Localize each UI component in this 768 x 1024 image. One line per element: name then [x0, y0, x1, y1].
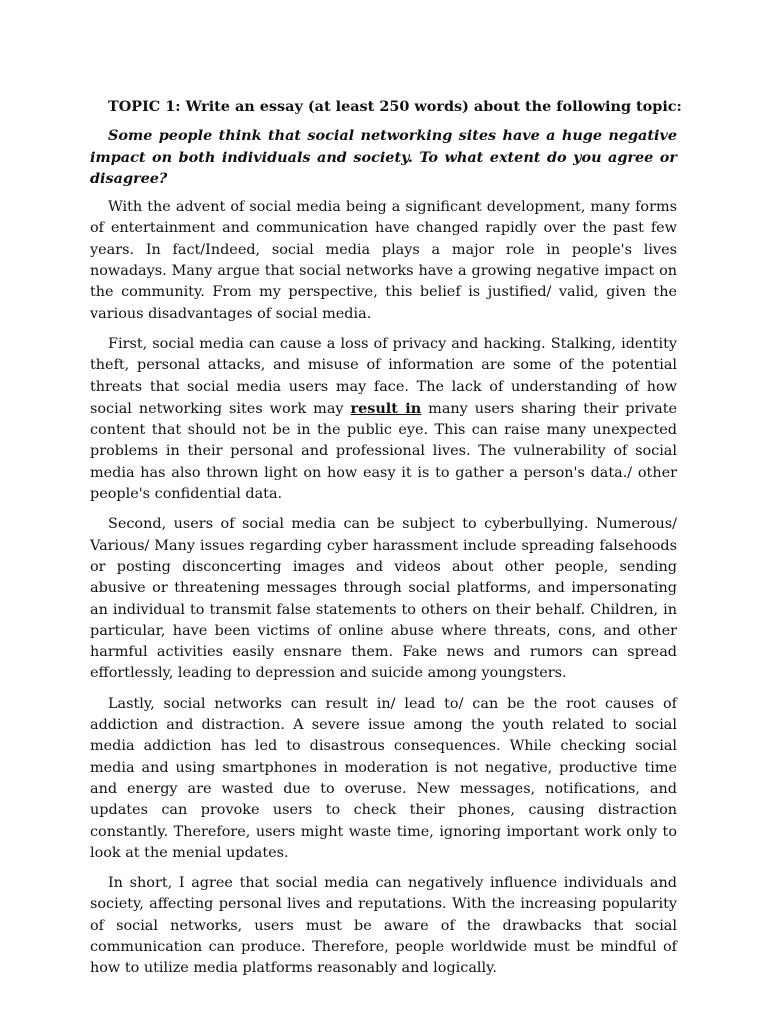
body-1-text-before: First, social media can cause a loss of privacy and hacking. Stalking, identity theft, personal attacks, and misuse of information are some of the potential threats that social media users may face. The lack of understanding of how social networking sites work may: [90, 335, 677, 417]
conclusion-paragraph: In short, I agree that social media can negatively influence individuals and society, affecting personal lives and reputations. With the increasing popularity of social networks, users must be aware of the drawbacks that social communication can produce. Therefore, people worldwide must be mindful of how to utilize media platforms reasonably and logically.: [90, 875, 677, 977]
highlighted-phrase: result in: [350, 399, 422, 417]
body-paragraph-2: Second, users of social media can be subject to cyberbullying. Numerous/ Various/ Many issues regarding cyber harassment include spreading falsehoods or posting disconcerting images and videos about other people, sending abusive or threatening messages through social platforms, and impersonating an individual to transmit false statements to others on their behalf. Children, in particular, have been victims of online abuse where threats, cons, and other harmful activities easily ensnare them. Fake news and rumors can spread effortlessly, leading to depression and suicide among youngsters.: [90, 516, 677, 682]
body-paragraph-3: Lastly, social networks can result in/ lead to/ can be the root causes of addiction and distraction. A severe issue among the youth related to social media addiction has led to disastrous consequences. While checking social media and using smartphones in moderation is not negative, productive time and energy are wasted due to overuse. New messages, notifications, and updates can provoke users to check their phones, causing distraction constantly. Therefore, users might waste time, ignoring important work only to look at the menial updates.: [90, 695, 677, 861]
topic-heading: TOPIC 1: Write an essay (at least 250 words) about the following topic:: [108, 98, 682, 115]
body-1-text-after: many users sharing their private content that should not be in the public eye. This can raise many unexpected problems in their personal and professional lives. The vulnerability of social media has also thrown light on how easy it is to gather a person's data./ other people's confidential data.: [90, 400, 677, 503]
essay-document: [90, 96, 682, 989]
essay-prompt: Some people think that social networking sites have a huge negative impact on both individuals and society. To what extent do you agree or disagree?: [90, 127, 677, 187]
body-paragraph-1: [90, 334, 677, 505]
intro-paragraph: With the advent of social media being a significant development, many forms of entertainment and communication have changed rapidly over the past few years. In fact/Indeed, social media plays a major role in people's lives nowadays. Many argue that social networks have a growing negative impact on the community. From my perspective, this belief is justified/ valid, given the various disadvantages of social media.: [90, 199, 677, 322]
